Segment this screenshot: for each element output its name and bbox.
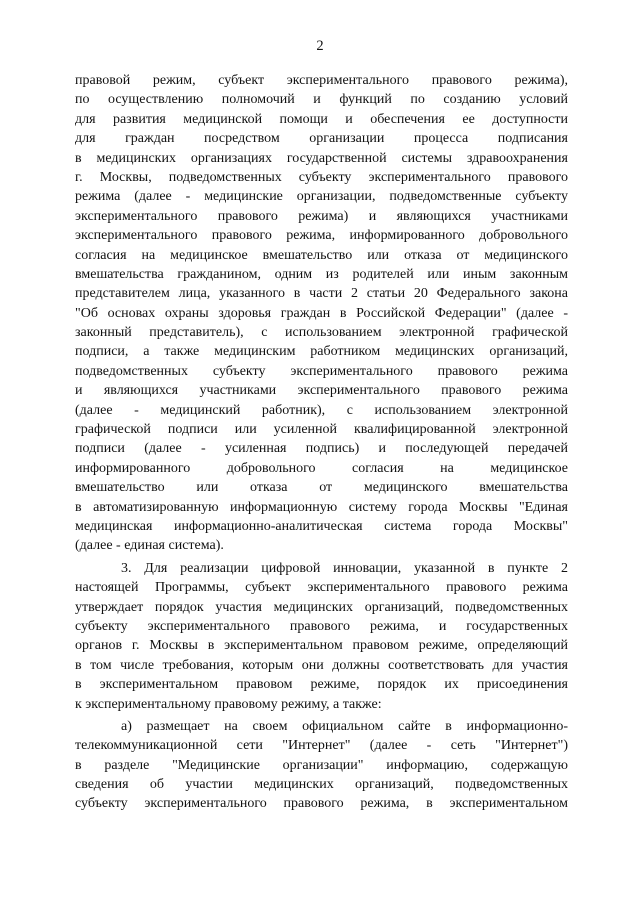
text-line: вмешательство или отказа от медицинского вмешательства [75, 480, 568, 496]
text-line: графической подписи или усиленной квалифицированной электронной [75, 422, 568, 438]
text-line: субъекту экспериментального правового режима, в экспериментальном [75, 796, 568, 812]
text-line: в разделе "Медицинские организации" информацию, содержащую [75, 757, 568, 773]
document-body [75, 71, 568, 814]
text-line: законный представитель), с использованием электронной графической [75, 325, 568, 341]
text-line: подписи, а также медицинским работником медицинских организаций, [75, 344, 568, 360]
text-line: сведения об участии медицинских организаций, подведомственных [75, 777, 568, 793]
text-line: правовой режим, субъект экспериментального правового режима), [75, 73, 568, 88]
text-line: телекоммуникационной сети "Интернет" (далее - сеть "Интернет") [75, 738, 568, 754]
text-line: по осуществлению полномочий и функций по созданию условий [75, 92, 568, 108]
text-line: в экспериментальном правовом режиме, порядок их присоединения [75, 677, 568, 693]
text-line: органов г. Москвы в экспериментальном правовом режиме, определяющий [75, 638, 568, 654]
text-line: настоящей Программы, субъект экспериментального правового режима [75, 580, 568, 596]
text-line: к экспериментальному правовому режиму, а также: [75, 696, 382, 712]
text-line: вмешательства гражданином, одним из родителей или иным законным [75, 266, 568, 282]
text-line: представителем лица, указанного в части 2 статьи 20 Федерального закона [75, 286, 568, 302]
text-line: экспериментального правового режима) и являющихся участниками [75, 208, 568, 224]
text-line: "Об основах охраны здоровья граждан в Российской Федерации" (далее - [75, 305, 568, 321]
text-line: г. Москвы, подведомственных субъекту экспериментального правового [75, 169, 568, 185]
text-line: а) размещает на своем официальном сайте в информационно- [121, 718, 568, 734]
text-line: режима (далее - медицинские организации, подведомственные субъекту [75, 189, 568, 205]
text-line: в медицинских организациях государственной системы здравоохранения [75, 150, 568, 166]
text-line: подписи (далее - усиленная подпись) и последующей передачей [75, 441, 568, 457]
text-line: медицинская информационно-аналитическая система города Москвы" [75, 518, 568, 534]
text-line: (далее - медицинский работник), с использованием электронной [75, 402, 568, 418]
text-line: информированного добровольного согласия на медицинское [75, 460, 568, 476]
text-line: подведомственных субъекту экспериментального правового режима [75, 363, 568, 379]
text-line: и являющихся участниками экспериментального правового режима [75, 383, 568, 399]
text-line: в том числе требования, которым они должны соответствовать для участия [75, 657, 568, 673]
text-line: утверждает порядок участия медицинских организаций, подведомственных [75, 599, 568, 615]
text-line: для граждан посредством организации процесса подписания [75, 131, 568, 147]
text-line: для развития медицинской помощи и обеспечения ее доступности [75, 111, 568, 127]
text-line: в автоматизированную информационную систему города Москвы "Единая [75, 499, 568, 515]
text-line: субъекту экспериментального правового режима, и государственных [75, 618, 568, 634]
text-line: экспериментального правового режима, информированного добровольного [75, 228, 568, 244]
text-line: (далее - единая система). [75, 538, 224, 554]
text-line: согласия на медицинское вмешательство или отказа от медицинского [75, 247, 568, 263]
text-line: 3. Для реализации цифровой инновации, указанной в пункте 2 [121, 560, 568, 576]
page-number: 2 [316, 38, 324, 54]
